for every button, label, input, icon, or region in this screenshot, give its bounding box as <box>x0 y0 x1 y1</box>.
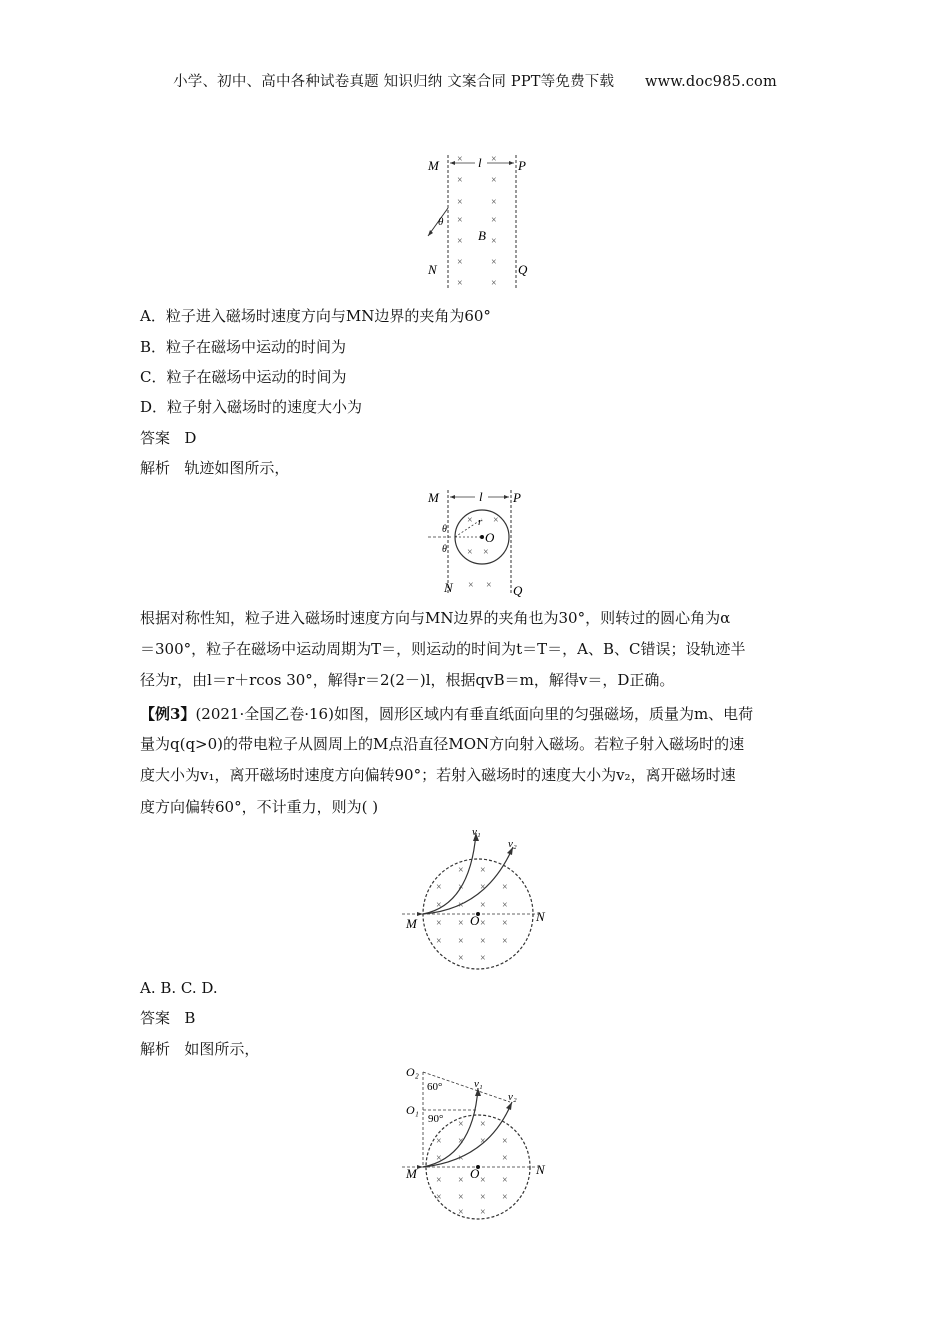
answer-label: 答案 <box>140 429 171 447</box>
svg-text:×: × <box>467 547 473 558</box>
svg-text:×: × <box>458 865 464 876</box>
label-P: P <box>518 158 526 173</box>
answer-1 <box>140 431 196 446</box>
svg-text:×: × <box>480 936 486 947</box>
answer-2 <box>140 1011 195 1026</box>
label-v1: v₁ <box>474 1078 483 1090</box>
svg-text:×: × <box>502 1136 508 1147</box>
label-Q: Q <box>513 583 523 598</box>
svg-text:×: × <box>436 900 442 911</box>
label-r: r <box>478 516 483 528</box>
svg-text:×: × <box>458 882 464 893</box>
svg-text:×: × <box>457 175 463 186</box>
svg-text:×: × <box>458 953 464 964</box>
label-P: P <box>513 490 521 505</box>
svg-text:×: × <box>480 1192 486 1203</box>
figure-circle-field <box>398 825 558 970</box>
svg-text:×: × <box>491 215 497 226</box>
field-crosses <box>467 515 499 591</box>
option-C: C．粒子在磁场中运动的时间为 <box>140 368 347 386</box>
label-v2: v₂ <box>508 1091 517 1103</box>
svg-text:×: × <box>458 936 464 947</box>
label-90deg: 90° <box>428 1113 444 1125</box>
svg-text:×: × <box>480 1207 486 1218</box>
analysis-label: 解析 <box>140 1040 171 1058</box>
analysis1-line3: 径为r，由l＝r＋rcos 30°，解得r＝2(2－)l，根据qvB＝m，解得v＝，D正确。 <box>140 671 675 689</box>
svg-text:×: × <box>436 1192 442 1203</box>
svg-text:θ: θ <box>442 524 447 535</box>
header-title: 小学、初中、高中各种试卷真题 知识归纳 文案合同 PPT等免费下载 <box>173 74 615 90</box>
svg-text:×: × <box>436 936 442 947</box>
example3-line2: 量为q(q>0)的带电粒子从圆周上的M点沿直径MON方向射入磁场。若粒子射入磁场时的速 <box>140 735 745 753</box>
label-v1: v₁ <box>472 826 481 838</box>
svg-text:×: × <box>458 1175 464 1186</box>
svg-text:×: × <box>468 580 474 591</box>
svg-text:×: × <box>458 1153 464 1164</box>
label-M: M <box>428 158 439 173</box>
label-B: B <box>478 228 486 243</box>
label-O: O <box>485 530 495 545</box>
svg-text:×: × <box>486 580 492 591</box>
svg-text:×: × <box>457 278 463 289</box>
analysis-label: 解析 <box>140 459 171 477</box>
svg-text:×: × <box>467 515 473 526</box>
svg-text:×: × <box>491 175 497 186</box>
label-60deg: 60° <box>427 1081 443 1093</box>
label-M: M <box>428 490 439 505</box>
svg-text:×: × <box>436 1153 442 1164</box>
analysis-1 <box>140 461 289 476</box>
svg-text:×: × <box>457 154 463 165</box>
label-M: M <box>406 916 417 931</box>
svg-text:×: × <box>480 918 486 929</box>
label-N: N <box>428 262 437 277</box>
label-O2: O₂ <box>406 1065 419 1079</box>
svg-text:×: × <box>436 1175 442 1186</box>
svg-text:×: × <box>457 215 463 226</box>
svg-text:×: × <box>436 1136 442 1147</box>
svg-text:×: × <box>491 257 497 268</box>
svg-text:×: × <box>483 547 489 558</box>
svg-text:×: × <box>458 1207 464 1218</box>
label-N: N <box>536 909 545 924</box>
svg-text:×: × <box>480 953 486 964</box>
example3-line4: 度方向偏转60°，不计重力，则为( ) <box>140 798 379 816</box>
example3-line3: 度大小为v₁，离开磁场时速度方向偏转90°；若射入磁场时的速度大小为v₂，离开磁场时速 <box>140 766 736 784</box>
svg-text:×: × <box>480 900 486 911</box>
svg-text:×: × <box>480 865 486 876</box>
label-N: N <box>444 580 453 595</box>
svg-text:×: × <box>458 1192 464 1203</box>
analysis1-line1: 根据对称性知，粒子进入磁场时速度方向与MN边界的夹角也为30°，则转过的圆心角为α <box>140 609 731 627</box>
svg-text:×: × <box>491 236 497 247</box>
svg-text:×: × <box>458 1136 464 1147</box>
svg-text:×: × <box>502 900 508 911</box>
label-Q: Q <box>518 262 528 277</box>
svg-text:×: × <box>436 882 442 893</box>
answer-value: B <box>184 1009 196 1027</box>
example3-tag: 【例3】 <box>140 705 196 723</box>
svg-text:×: × <box>480 882 486 893</box>
label-O: O <box>470 1166 480 1181</box>
svg-text:×: × <box>502 936 508 947</box>
label-theta: θ <box>438 216 444 228</box>
svg-text:×: × <box>502 882 508 893</box>
svg-text:θ: θ <box>442 544 447 555</box>
label-l: l <box>478 155 482 170</box>
figure-strip-field <box>420 150 535 295</box>
option-D: D．粒子射入磁场时的速度大小为 <box>140 398 363 416</box>
svg-text:×: × <box>458 900 464 911</box>
label-O: O <box>470 913 480 928</box>
header-url[interactable]: www.doc985.com <box>644 74 777 90</box>
svg-text:×: × <box>502 1192 508 1203</box>
svg-text:×: × <box>502 918 508 929</box>
label-v2: v₂ <box>508 838 517 850</box>
page-header <box>0 70 950 91</box>
svg-text:×: × <box>491 197 497 208</box>
svg-text:×: × <box>480 1136 486 1147</box>
figure-trajectory <box>420 485 535 600</box>
svg-text:×: × <box>491 278 497 289</box>
analysis1-line2: ＝300°，粒子在磁场中运动周期为T＝，则运动的时间为t＝T＝，A、B、C错误；设轨迹半 <box>140 640 746 658</box>
analysis-text: 轨迹如图所示， <box>184 459 290 477</box>
option-A: A．粒子进入磁场时速度方向与MN边界的夹角为60° <box>140 307 491 325</box>
svg-text:×: × <box>457 236 463 247</box>
analysis-text: 如图所示， <box>184 1040 260 1058</box>
example3-line1: 【例3】(2021·全国乙卷·16)如图，圆形区域内有垂直纸面向里的匀强磁场，质量为m、电荷 <box>140 705 754 723</box>
label-M: M <box>406 1166 417 1181</box>
option-B: B．粒子在磁场中运动的时间为 <box>140 338 347 356</box>
svg-text:×: × <box>457 257 463 268</box>
answer-value: D <box>184 429 197 447</box>
answer-label: 答案 <box>140 1009 171 1027</box>
label-O1: O₁ <box>406 1103 419 1117</box>
analysis-2 <box>140 1042 259 1057</box>
field-crosses <box>457 154 497 289</box>
svg-text:×: × <box>457 197 463 208</box>
figure-circle-centers <box>398 1062 558 1222</box>
svg-text:×: × <box>436 918 442 929</box>
example3-options: A. B. C. D. <box>140 979 218 997</box>
svg-text:×: × <box>502 1175 508 1186</box>
svg-text:×: × <box>480 1119 486 1130</box>
svg-text:×: × <box>458 1119 464 1130</box>
svg-text:×: × <box>491 154 497 165</box>
svg-text:×: × <box>458 918 464 929</box>
label-N: N <box>536 1162 545 1177</box>
svg-text:×: × <box>502 1153 508 1164</box>
svg-text:×: × <box>493 515 499 526</box>
svg-text:×: × <box>480 1175 486 1186</box>
label-l: l <box>479 489 483 504</box>
